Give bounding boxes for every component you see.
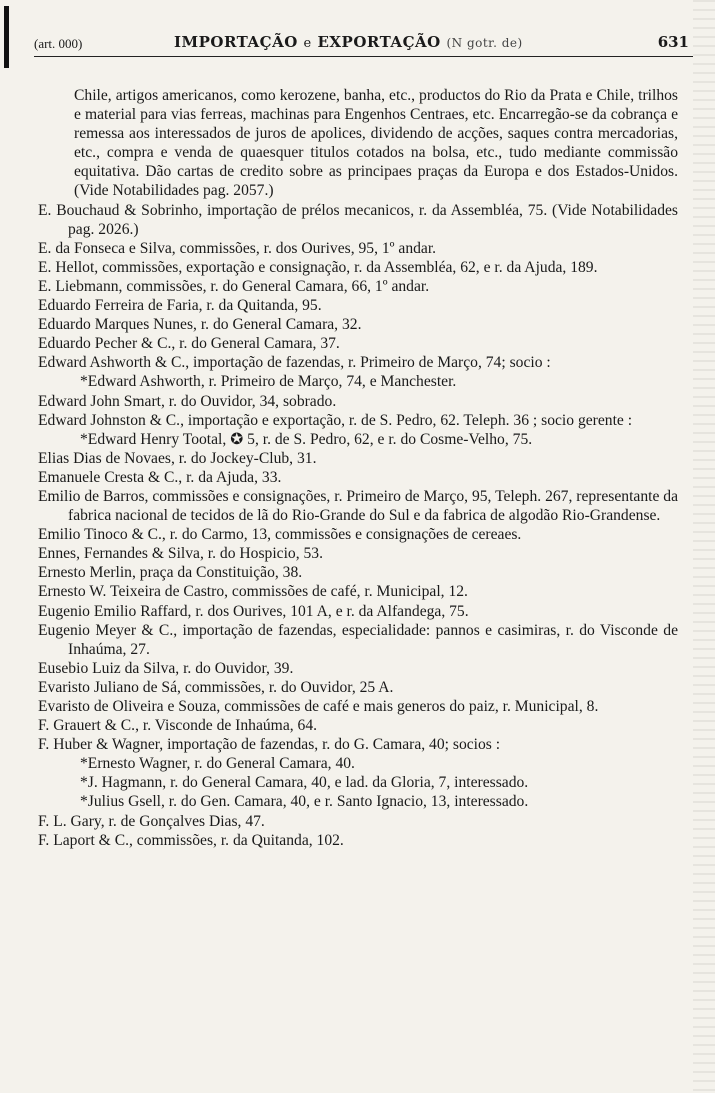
directory-entries bbox=[38, 86, 678, 850]
binding-mark bbox=[4, 6, 9, 68]
directory-entry: Eduardo Ferreira de Faria, r. da Quitanda, 95. bbox=[38, 297, 322, 315]
directory-entry: Ennes, Fernandes & Silva, r. do Hospicio, 53. bbox=[38, 545, 323, 563]
header-title-conjunction: e bbox=[303, 36, 312, 51]
directory-entry: Ernesto W. Teixeira de Castro, commissões de café, r. Municipal, 12. bbox=[38, 583, 468, 601]
directory-entry: F. Grauert & C., r. Visconde de Inhaúma, 64. bbox=[38, 717, 318, 735]
directory-entry: Emilio Tinoco & C., r. do Carmo, 13, commissões e consignações de cereaes. bbox=[38, 526, 522, 544]
directory-entry: F. Huber & Wagner, importação de fazendas, r. do G. Camara, 40; socios : bbox=[38, 736, 501, 754]
directory-entry: F. L. Gary, r. de Gonçalves Dias, 47. bbox=[38, 812, 265, 830]
directory-entry: Eugenio Emilio Raffard, r. dos Ourives, 101 A, e r. da Alfandega, 75. bbox=[38, 602, 469, 620]
directory-entry: Eduardo Pecher & C., r. do General Camara, 37. bbox=[38, 335, 340, 353]
partner-entry: *Edward Henry Tootal, ✪ 5, r. de S. Pedro, 62, e r. do Cosme-Velho, 75. bbox=[80, 430, 533, 448]
directory-entry: Evaristo de Oliveira e Souza, commissões de café e mais generos do paiz, r. Municipal, 8. bbox=[38, 698, 599, 715]
directory-entry: E. Liebmann, commissões, r. do General Camara, 66, 1º andar. bbox=[38, 277, 430, 295]
header-title-export: EXPORTAÇÃO bbox=[317, 33, 441, 51]
directory-entry: F. Laport & C., commissões, r. da Quitanda, 102. bbox=[38, 831, 344, 849]
directory-entry: Emanuele Cresta & C., r. da Ajuda, 33. bbox=[38, 468, 282, 486]
directory-entry: E. Hellot, commissões, exportação e consignação, r. da Assembléa, 62, e r. da Ajuda, 189. bbox=[38, 258, 598, 276]
partner-entry: *J. Hagmann, r. do General Camara, 40, e lad. da Gloria, 7, interessado. bbox=[80, 774, 529, 792]
partner-entry: *Julius Gsell, r. do Gen. Camara, 40, e r. Santo Ignacio, 13, interessado. bbox=[80, 793, 529, 811]
directory-entry: Edward John Smart, r. do Ouvidor, 34, sobrado. bbox=[38, 392, 337, 410]
page-edge-texture bbox=[693, 0, 715, 1093]
directory-entry: E. Bouchaud & Sobrinho, importação de prélos mecanicos, r. da Assembléa, 75. (Vide Notabilidades pag. 2026.) bbox=[38, 201, 678, 238]
directory-entry: E. da Fonseca e Silva, commissões, r. dos Ourives, 95, 1º andar. bbox=[38, 239, 437, 257]
directory-entry: Eugenio Meyer & C., importação de fazendas, especialidade: pannos e casimiras, r. do Visconde de Inhaúma, 27. bbox=[38, 621, 678, 658]
directory-entry: Evaristo Juliano de Sá, commissões, r. do Ouvidor, 25 A. bbox=[38, 678, 394, 696]
directory-entry: Elias Dias de Novaes, r. do Jockey-Club, 31. bbox=[38, 449, 317, 467]
directory-entry: Edward Johnston & C., importação e exportação, r. de S. Pedro, 62. Teleph. 36 ; socio gerente : bbox=[38, 411, 633, 429]
running-header bbox=[34, 30, 693, 57]
header-article-ref: (art. 000) bbox=[34, 36, 83, 51]
directory-entry: Chile, artigos americanos, como kerozene, banha, etc., productos do Rio da Prata e Chile, trilhos e material para vias ferreas, machinas para Engenhos Centraes, etc. Encarregão-se da cobrança e remessa aos interessados de juros de apolices, dividendo de acções, saques contra mercadorias, etc., compra e venda de quaesquer titulos cotados na bolsa, etc., tudo mediante commissão equitativa. Dão cartas de credito sobre as principaes praças da Europa e dos Estados-Unidos. (Vide Notabilidades pag. 2057.) bbox=[74, 87, 678, 200]
header-title-range: (N gotr. de) bbox=[446, 36, 523, 50]
directory-entry: Eduardo Marques Nunes, r. do General Camara, 32. bbox=[38, 316, 362, 334]
directory-entry: Edward Ashworth & C., importação de fazendas, r. Primeiro de Março, 74; socio : bbox=[38, 354, 551, 372]
header-section-title bbox=[174, 33, 523, 51]
directory-entry: Emilio de Barros, commissões e consignações, r. Primeiro de Março, 95, Teleph. 267, representante da fabrica nacional de tecidos de lã do Rio-Grande do Sul e da fabrica de algodão Rio-Grandense. bbox=[38, 487, 678, 525]
directory-entry: Eusebio Luiz da Silva, r. do Ouvidor, 39. bbox=[38, 659, 294, 677]
partner-entry: *Edward Ashworth, r. Primeiro de Março, 74, e Manchester. bbox=[80, 373, 457, 391]
header-title-import: IMPORTAÇÃO bbox=[174, 33, 298, 51]
directory-entry: Ernesto Merlin, praça da Constituição, 38. bbox=[38, 564, 303, 582]
page-number: 631 bbox=[657, 33, 689, 51]
partner-entry: *Ernesto Wagner, r. do General Camara, 40. bbox=[80, 755, 355, 773]
